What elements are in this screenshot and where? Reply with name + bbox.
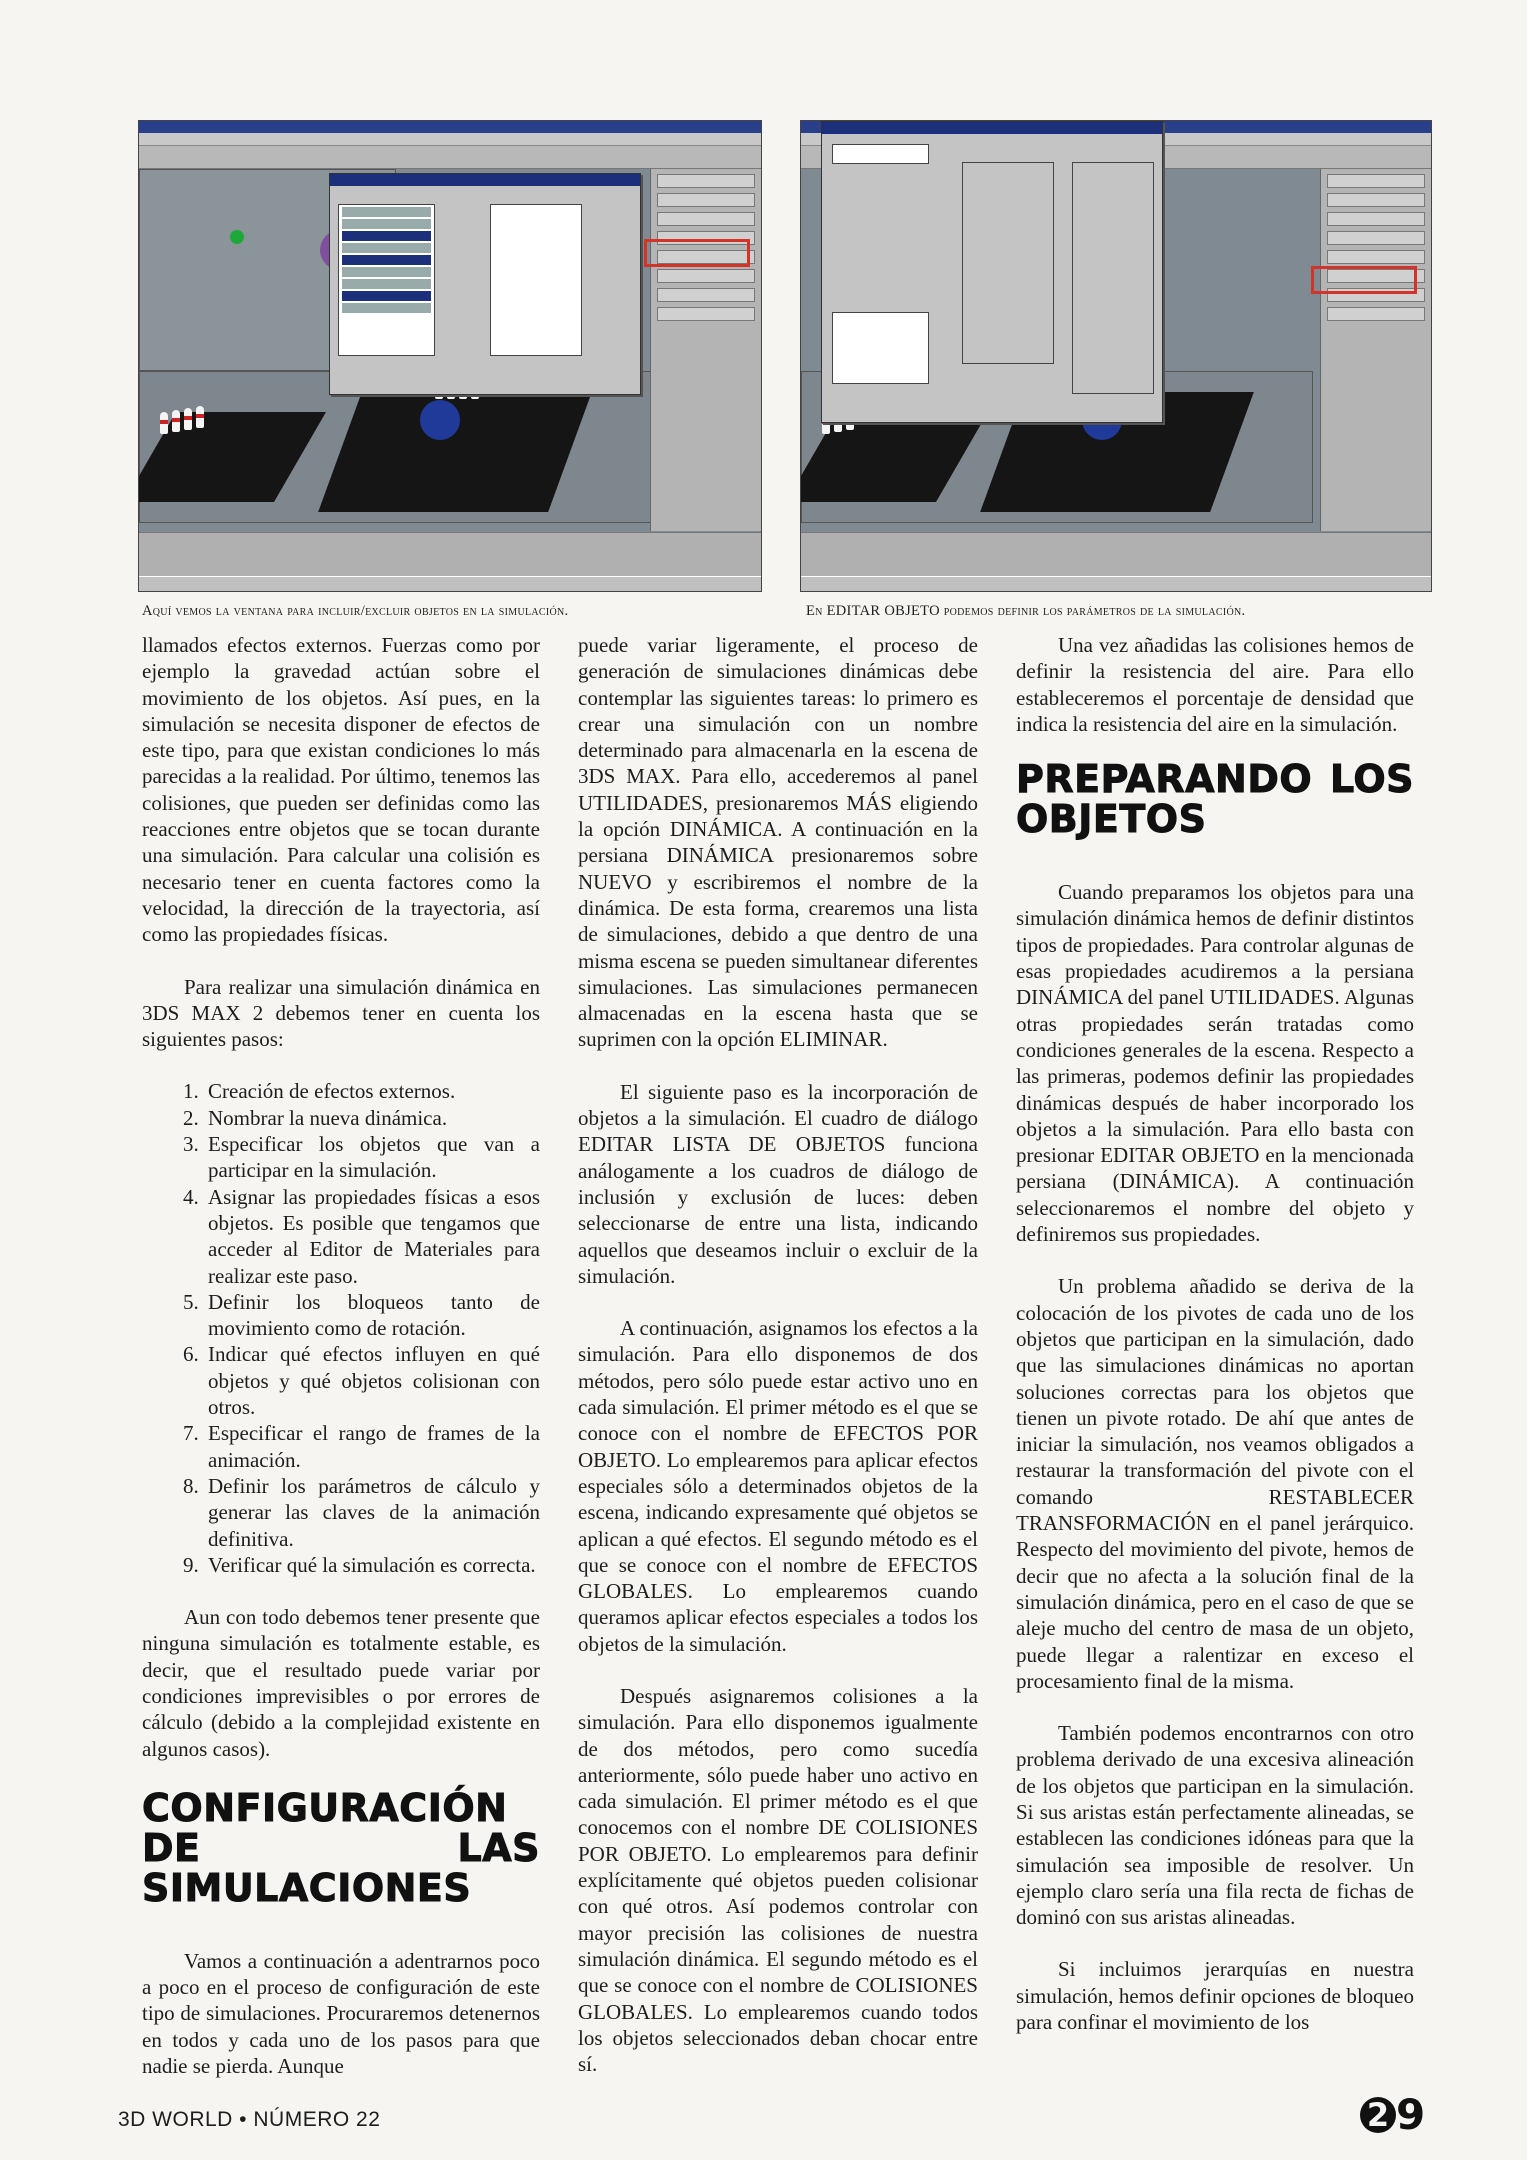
paragraph: Vamos a continuación a adentrarnos poco a poco en el proceso de configuración de este tipo de simulaciones. Procuraremos detenernos en todos y cada uno de los pasos para que nadie se pierda. Aunque bbox=[142, 1948, 540, 2079]
simulation-list bbox=[490, 204, 582, 356]
screenshot-edit-object bbox=[800, 120, 1432, 592]
highlight-box bbox=[644, 239, 750, 267]
list-item: 2. Nombrar la nueva dinámica. bbox=[204, 1105, 540, 1131]
list-item: 5. Definir los bloqueos tanto de movimiento como de rotación. bbox=[204, 1289, 540, 1342]
include-exclude-dialog bbox=[329, 173, 641, 395]
paragraph: llamados efectos externos. Fuerzas como por ejemplo la gravedad actúan sobre el movimiento de los objetos. Así pues, en la simulación se necesita disponer de efectos de este tipo, para que existan condiciones lo más parecidas a la realidad. Por último, tenemos las colisiones, que pueden ser definidas como las reacciones entre objetos que se tocan durante una simulación. Para calcular una colisión es necesario tener en cuenta factores como la velocidad, la dirección de la trayectoria, así como las propiedades físicas. bbox=[142, 633, 540, 947]
command-panel bbox=[1320, 169, 1431, 531]
paragraph: Para realizar una simulación dinámica en 3DS MAX 2 debemos tener en cuenta los siguientes pasos: bbox=[142, 974, 540, 1052]
list-item: 6. Indicar qué efectos influyen en qué objetos y qué objetos colisionan con otros. bbox=[204, 1341, 540, 1420]
page-number-first-digit: 2 bbox=[1360, 2097, 1396, 2133]
window-menubar bbox=[139, 133, 761, 146]
list-item: 4. Asignar las propiedades físicas a esos objetos. Es posible que tengamos que acceder al Editor de Materiales para realizar este paso. bbox=[204, 1184, 540, 1289]
column-1 bbox=[142, 632, 540, 2079]
paragraph: Un problema añadido se deriva de la colocación de los pivotes de cada uno de los objetos que participan en la simulación, dado que las simulaciones dinámicas no aportan soluciones correctas para los objetos que tienen un pivote rotado. De ahí que antes de iniciar la simulación, nos veamos obligados a restaurar la transformación del pivote con el comando RESTABLECER TRANSFORMACIÓN en el panel jerárquico. Respecto del movimiento del pivote, hemos de decir que no afecta a la solución final de la simulación dinámica, pero en el caso de que se aleje mucho del centro de masa de un objeto, puede llegar a ralentizar en exceso el procesamiento final de la misma. bbox=[1016, 1274, 1414, 1693]
magazine-footer: 3D WORLD • NÚMERO 22 bbox=[118, 2108, 381, 2131]
paragraph: Si incluimos jerarquías en nuestra simulación, hemos definir opciones de bloqueo para confinar el movimiento de los bbox=[1016, 1957, 1414, 2035]
status-bar bbox=[139, 532, 761, 591]
column-2 bbox=[578, 632, 978, 2077]
paragraph: A continuación, asignamos los efectos a la simulación. Para ello disponemos de dos métodos, pero sólo puede estar activo uno en cada simulación. El primer método es el que se conoce con el nombre de EFECTOS POR OBJETO. Lo emplearemos para aplicar efectos especiales sólo a determinados objetos de la escena, indicando expresamente qué objetos se aplican a qué efectos. El segundo método es el que se conoce con el nombre de EFECTOS GLOBALES. Lo emplearemos cuando queramos aplicar efectos especiales a todos los objetos de la simulación. bbox=[578, 1316, 978, 1656]
screenshot-include-exclude bbox=[138, 120, 762, 592]
list-item: 3. Especificar los objetos que van a participar en la simulación. bbox=[204, 1131, 540, 1184]
paragraph: puede variar ligeramente, el proceso de generación de simulaciones dinámicas debe contemplar las siguientes tareas: lo primero es crear una simulación con un nombre determinado para almacenarla en la escena de 3DS MAX. Para ello, accederemos al panel UTILIDADES, presionaremos MÁS eligiendo la opción DINÁMICA. A continuación en la persiana DINÁMICA presionaremos sobre NUEVO y escribiremos el nombre de la dinámica. De esta forma, crearemos una lista de simulaciones, debido a que dentro de una misma escena se pueden simultanear diferentes simulaciones. Las simulaciones permanecen almacenadas en la escena hasta que se suprimen con la opción ELIMINAR. bbox=[578, 633, 978, 1052]
page-number bbox=[1360, 2090, 1425, 2139]
paragraph: Después asignaremos colisiones a la simulación. Para ello disponemos igualmente de dos métodos, pero como sucedía anteriormente, sólo puede haber uno activo en cada simulación. El primer método es el que conocemos con el nombre DE COLISIONES POR OBJETO. Lo emplearemos para definir explícitamente qué objetos pueden colisionar con qué otros. Así podemos controlar con mayor precisión las colisiones de nuestra simulación dinámica. El segundo método es el que se conoce con el nombre de COLISIONES GLOBALES. Lo emplearemos cuando todos los objetos seleccionados deban chocar entre sí. bbox=[578, 1683, 978, 2077]
page-number-rest: 9 bbox=[1396, 2090, 1426, 2139]
section-heading: CONFIGURACIÓN DE LAS SIMULACIONES bbox=[142, 1785, 540, 1910]
paragraph: Aun con todo debemos tener presente que ninguna simulación es totalmente estable, es decir, que el resultado puede variar por condiciones imprevisibles o por errores de cálculo (debido a la complejidad existente en algunos casos). bbox=[142, 1605, 540, 1761]
window-titlebar bbox=[139, 121, 761, 133]
steps-list bbox=[142, 1078, 540, 1578]
list-item: 9. Verificar qué la simulación es correcta. bbox=[204, 1552, 540, 1578]
section-heading: PREPARANDO LOS OBJETOS bbox=[1016, 757, 1414, 842]
paragraph: Cuando preparamos los objetos para una simulación dinámica hemos de definir distintos tipos de propiedades. Para controlar algunas de esas propiedades acudiremos a la persiana DINÁMICA del panel UTILIDADES. Algunas otras propiedades serán tratadas como condiciones generales de la escena. Respecto a las primeras, podemos definir las propiedades dinámicas después de haber incorporado los objetos a la simulación. Para ello basta con presionar EDITAR OBJETO en la mencionada persiana (DINÁMICA). A continuación seleccionaremos el nombre del objeto y definiremos sus propiedades. bbox=[1016, 880, 1414, 1247]
paragraph: También podemos encontrarnos con otro problema derivado de una excesiva alineación de los objetos que participan en la simulación. Si sus aristas están perfectamente alineadas, se establecen las condiciones idóneas para que la simulación sea imposible de resolver. Un ejemplo claro sería una fila recta de fichas de dominó con sus aristas alineadas. bbox=[1016, 1721, 1414, 1930]
command-panel bbox=[650, 169, 761, 531]
highlight-box bbox=[1311, 266, 1417, 294]
caption-left: Aquí vemos la ventana para incluir/excluir objetos en la simulación. bbox=[142, 603, 569, 619]
object-list bbox=[338, 204, 435, 356]
caption-right: En EDITAR OBJETO podemos definir los parámetros de la simulación. bbox=[806, 603, 1246, 619]
column-3 bbox=[1016, 632, 1414, 2035]
paragraph: El siguiente paso es la incorporación de objetos a la simulación. El cuadro de diálogo EDITAR LISTA DE OBJETOS funciona análogamente a los cuadros de diálogo de inclusión y exclusión de luces: deben seleccionarse de entre una lista, indicando aquellos que deseamos incluir o excluir de la simulación. bbox=[578, 1079, 978, 1288]
status-bar bbox=[801, 532, 1431, 591]
list-item: 8. Definir los parámetros de cálculo y generar las claves de la animación definitiva. bbox=[204, 1473, 540, 1552]
list-item: 1. Creación de efectos externos. bbox=[204, 1078, 540, 1104]
paragraph: Una vez añadidas las colisiones hemos de definir la resistencia del aire. Para ello estableceremos el porcentaje de densidad que indica la resistencia del aire en la simulación. bbox=[1016, 633, 1414, 736]
edit-object-dialog bbox=[821, 121, 1163, 423]
list-item: 7. Especificar el rango de frames de la animación. bbox=[204, 1420, 540, 1473]
window-toolbar bbox=[139, 146, 761, 169]
